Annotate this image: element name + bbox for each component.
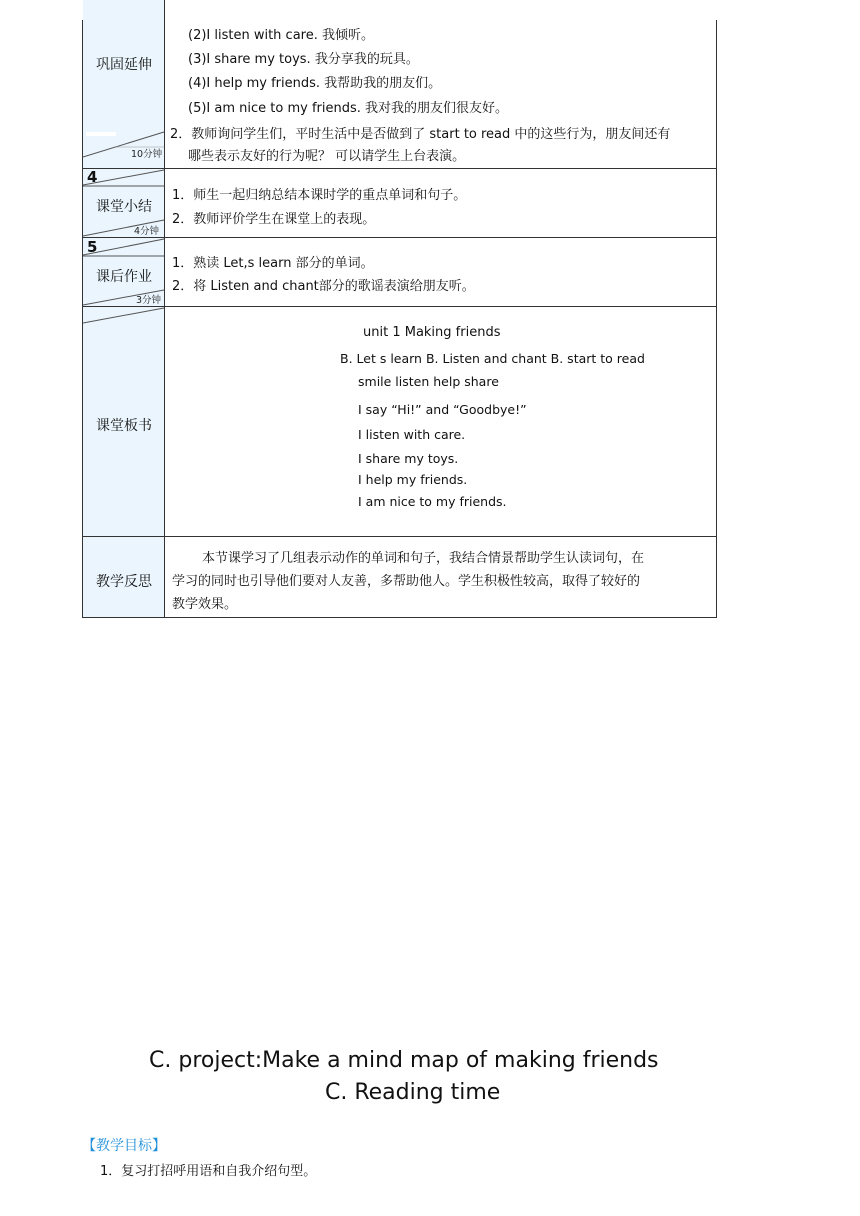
consolidate-item: (5)I am nice to my friends. 我对我的朋友们很友好。: [188, 101, 509, 116]
consolidate-item: (2)I listen with care. 我倾听。: [188, 28, 374, 43]
row-label-summary: 课堂小结: [96, 199, 152, 215]
step-number: 5: [87, 238, 98, 256]
goal-item: 1．复习打招呼用语和自我介绍句型。: [100, 1164, 317, 1179]
duration-homework: 3分钟: [136, 295, 162, 306]
row-label-board: 课堂板书: [96, 418, 152, 434]
board-sentence: I help my friends.: [358, 472, 468, 487]
consolidate-question-line: 哪些表示友好的行为呢？ 可以请学生上台表演。: [188, 149, 466, 164]
row-label-homework: 课后作业: [96, 269, 152, 285]
row-label-consolidate: 巩固延伸: [96, 57, 152, 73]
summary-item: 2．教师评价学生在课堂上的表现。: [172, 212, 376, 227]
consolidate-item: (3)I share my toys. 我分享我的玩具。: [188, 52, 419, 67]
goals-heading: 【教学目标】: [82, 1138, 166, 1154]
step-number: 4: [87, 168, 98, 186]
board-title: unit 1 Making friends: [363, 325, 501, 340]
homework-item: 1．熟读 Let,s learn 部分的单词。: [172, 256, 374, 271]
reflection-line: 本节课学习了几组表示动作的单词和句子，我结合情景帮助学生认读词句，在: [202, 551, 645, 566]
homework-item: 2．将 Listen and chant部分的歌谣表演给朋友听。: [172, 279, 475, 294]
consolidate-item: (4)I help my friends. 我帮助我的朋友们。: [188, 76, 442, 91]
consolidate-question-line: 2．教师询问学生们，平时生活中是否做到了 start to read 中的这些行为，朋友间还有: [170, 127, 671, 142]
summary-item: 1．师生一起归纳总结本课时学的重点单词和句子。: [172, 188, 467, 203]
reflection-line: 教学效果。: [172, 597, 238, 612]
board-sentence: I listen with care.: [358, 427, 466, 442]
duration-summary: 4分钟: [134, 226, 160, 237]
duration-consolidate: 10分钟: [131, 149, 163, 160]
board-sentence: I am nice to my friends.: [358, 494, 507, 509]
project-title: C. project:Make a mind map of making friends: [149, 1048, 659, 1073]
board-words: smile listen help share: [358, 374, 499, 389]
reading-title: C. Reading time: [325, 1080, 501, 1105]
board-sections: B. Let s learn B. Listen and chant B. start to read: [340, 351, 645, 366]
board-sentence: I say “Hi!” and “Goodbye!”: [358, 402, 527, 417]
reflection-line: 学习的同时也引导他们要对人友善，多帮助他人。学生积极性较高，取得了较好的: [172, 574, 641, 589]
row-label-reflection: 教学反思: [96, 574, 152, 590]
board-sentence: I share my toys.: [358, 451, 459, 466]
